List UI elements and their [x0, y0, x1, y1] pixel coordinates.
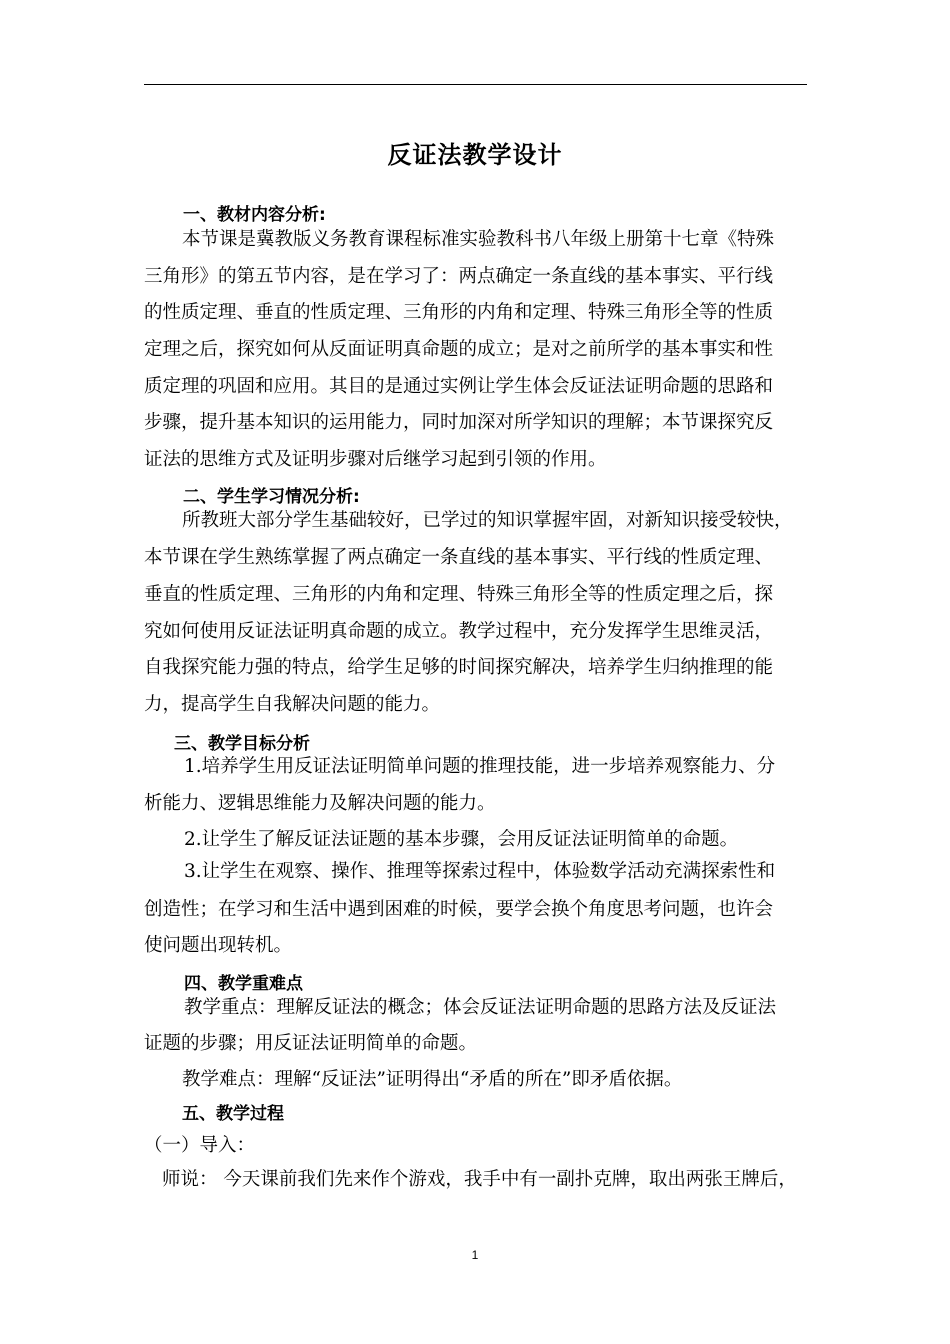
section-heading: 三、教学目标分析 [174, 734, 310, 754]
document-title: 反证法教学设计 [387, 141, 563, 169]
section-heading: 四、教学重难点 [184, 974, 303, 994]
paragraph-line: 3.让学生在观察、操作、推理等探索过程中，体验数学活动充满探索性和 [184, 861, 776, 882]
paragraph-line: 究如何使用反证法证明真命题的成立。教学过程中，充分发挥学生思维灵活， [144, 621, 774, 642]
paragraph-line: 使问题出现转机。 [144, 935, 293, 956]
section-heading: 二、学生学习情况分析: [183, 487, 360, 507]
header-rule [144, 84, 807, 85]
subsection-heading: （一）导入： [144, 1135, 256, 1156]
paragraph-line: 定理之后，探究如何从反面证明真命题的成立；是对之前所学的基本事实和性 [144, 339, 774, 360]
paragraph-line: 垂直的性质定理、三角形的内角和定理、特殊三角形全等的性质定理之后，探 [144, 584, 774, 605]
page-number: 1 [471, 1248, 479, 1262]
paragraph-line: 步骤，提升基本知识的运用能力，同时加深对所学知识的理解；本节课探究反 [144, 412, 774, 433]
paragraph-line: 力，提高学生自我解决问题的能力。 [144, 694, 441, 715]
paragraph-line: 教学重点：理解反证法的概念；体会反证法证明命题的思路方法及反证法 [184, 997, 777, 1018]
paragraph-line: 三角形》的第五节内容，是在学习了：两点确定一条直线的基本事实、平行线 [144, 266, 774, 287]
paragraph-line: 析能力、逻辑思维能力及解决问题的能力。 [144, 793, 496, 814]
paragraph-line: 2.让学生了解反证法证题的基本步骤，会用反证法证明简单的命题。 [184, 829, 739, 850]
paragraph-line: 创造性；在学习和生活中遇到困难的时候，要学会换个角度思考问题，也许会 [144, 899, 774, 920]
section-heading: 五、教学过程 [182, 1104, 284, 1124]
paragraph-line: 证法的思维方式及证明步骤对后继学习起到引领的作用。 [144, 449, 607, 470]
paragraph-line: 自我探究能力强的特点，给学生足够的时间探究解决，培养学生归纳推理的能 [144, 657, 774, 678]
paragraph-line: 质定理的巩固和应用。其目的是通过实例让学生体会反证法证明命题的思路和 [144, 376, 774, 397]
paragraph-line: 所教班大部分学生基础较好，已学过的知识掌握牢固，对新知识接受较快， [182, 510, 793, 531]
section-heading: 一、教材内容分析: [183, 205, 326, 225]
paragraph-line: 证题的步骤；用反证法证明简单的命题。 [144, 1033, 478, 1054]
paragraph-line: 本节课在学生熟练掌握了两点确定一条直线的基本事实、平行线的性质定理、 [144, 547, 774, 568]
paragraph-line: 师说： 今天课前我们先来作个游戏，我手中有一副扑克牌，取出两张王牌后， [162, 1169, 797, 1190]
paragraph-line: 本节课是冀教版义务教育课程标准实验教科书八年级上册第十七章《特殊 [182, 229, 775, 250]
paragraph-line: 1.培养学生用反证法证明简单问题的推理技能，进一步培养观察能力、分 [184, 756, 776, 777]
paragraph-line: 教学难点：理解“反证法”证明得出“矛盾的所在”即矛盾依据。 [182, 1069, 683, 1090]
paragraph-line: 的性质定理、垂直的性质定理、三角形的内角和定理、特殊三角形全等的性质 [144, 302, 774, 323]
